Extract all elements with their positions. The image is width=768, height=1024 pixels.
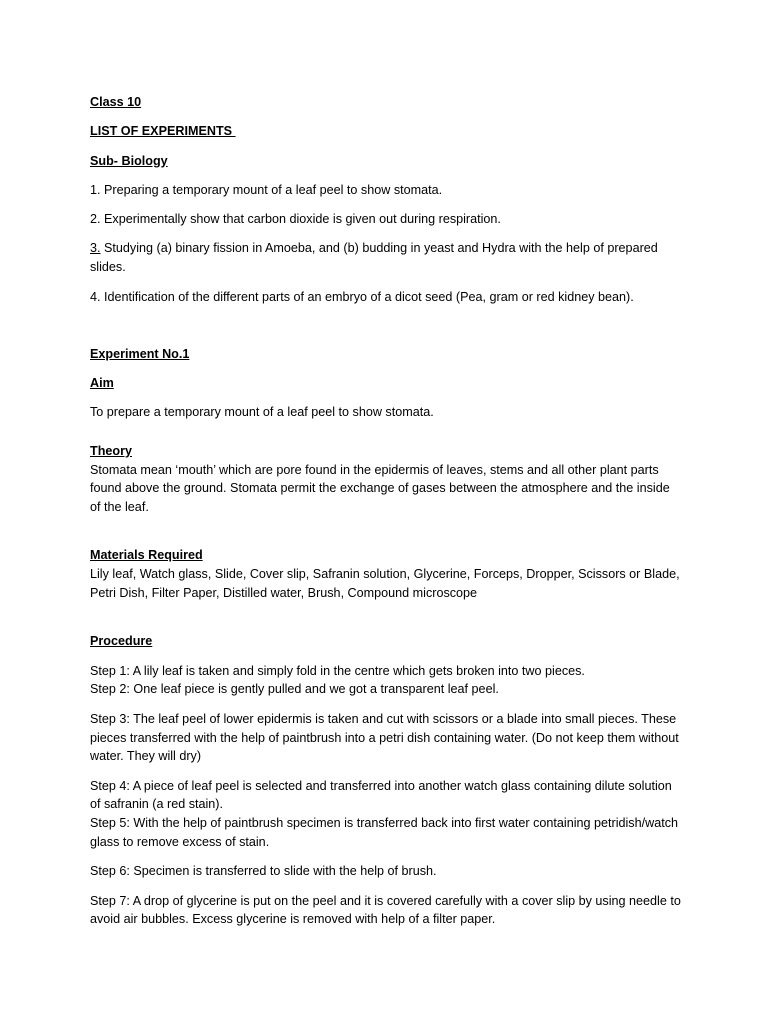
materials-heading: Materials Required (90, 548, 203, 563)
aim-text: To prepare a temporary mount of a leaf peel to show stomata. (90, 405, 434, 420)
list-title: LIST OF EXPERIMENTS (90, 124, 236, 139)
document-page (90, 93, 682, 929)
experiment-list-item-2: 2. Experimentally show that carbon dioxide is given out during respiration. (90, 212, 501, 227)
class-label: Class 10 (90, 95, 142, 109)
subject-heading: Sub- Biology (90, 153, 168, 168)
procedure-step-1: Step 1: A lily leaf is taken and simply fold in the centre which gets broken into two pieces. (90, 663, 585, 678)
experiment-list-item-3-text: Studying (a) binary fission in Amoeba, and (b) budding in yeast and Hydra with the help of prepared slides. (90, 241, 662, 275)
experiment-list-item-3 (90, 239, 682, 277)
experiment-heading: Experiment No.1 (90, 346, 190, 361)
procedure-step-6: Step 6: Specimen is transferred to slide with the help of brush. (90, 864, 437, 879)
aim-heading: Aim (90, 376, 114, 391)
experiment-list-item-4: 4. Identification of the different parts of an embryo of a dicot seed (Pea, gram or red kidney bean). (90, 289, 634, 304)
theory-text: Stomata mean ‘mouth’ which are pore found in the epidermis of leaves, stems and all other plant parts found above the ground. Stomata permit the exchange of gases between the atmosphere and the inside of the leaf. (90, 462, 670, 515)
procedure-step-2: Step 2: One leaf piece is gently pulled and we got a transparent leaf peel. (90, 682, 499, 697)
procedure-heading: Procedure (90, 634, 153, 649)
procedure-step-7: Step 7: A drop of glycerine is put on the peel and it is covered carefully with a cover slip by using needle to avoid air bubbles. Excess glycerine is removed with help of a filter paper. (90, 893, 681, 927)
procedure-step-3: Step 3: The leaf peel of lower epidermis is taken and cut with scissors or a blade into small pieces. These pieces transferred with the help of paintbrush into a petri dish containing water. (Do not keep them without water. They will dry) (90, 711, 679, 764)
procedure-step-5: Step 5: With the help of paintbrush specimen is transferred back into first water containing petridish/watch glass to remove excess of stain. (90, 816, 679, 850)
theory-heading: Theory (90, 443, 132, 458)
materials-text: Lily leaf, Watch glass, Slide, Cover slip, Safranin solution, Glycerine, Forceps, Dropper, Scissors or Blade, Petri Dish, Filter Paper, Distilled water, Brush, Compound microscope (90, 567, 680, 601)
experiment-list-item-1: 1. Preparing a temporary mount of a leaf peel to show stomata. (90, 182, 443, 197)
experiment-list-item-3-number: 3. (90, 241, 101, 256)
procedure-step-4: Step 4: A piece of leaf peel is selected and transferred into another watch glass containing dilute solution of safranin (a red stain). (90, 778, 672, 812)
